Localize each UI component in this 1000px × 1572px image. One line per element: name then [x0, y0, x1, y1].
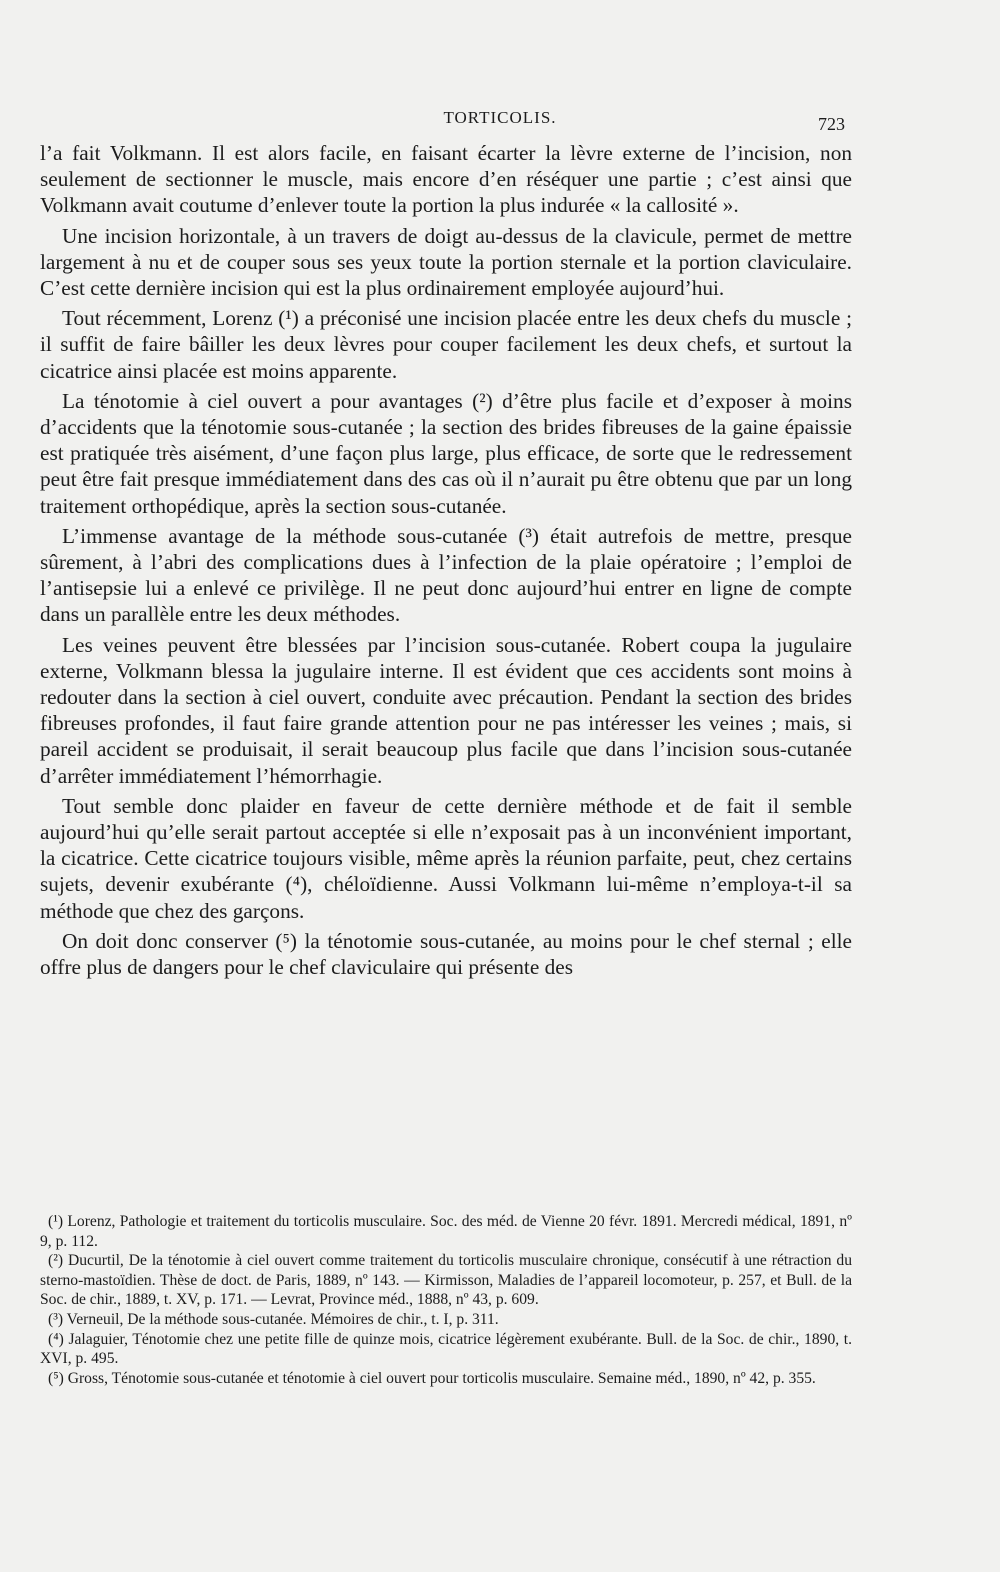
page-number: 723 [818, 114, 845, 134]
footnotes [40, 1212, 852, 1388]
paragraph: l’a fait Volkmann. Il est alors facile, en faisant écarter la lèvre externe de l’incision, non seulement de sectionner le muscle, mais encore d’en réséquer une partie ; c’est ainsi que Volkmann avait coutume d’enlever toute la portion la plus indurée « la callosité ». [40, 141, 852, 218]
paragraph: Tout récemment, Lorenz (¹) a préconisé une incision placée entre les deux chefs du muscle ; il suffit de faire bâiller les deux lèvres pour couper facilement les deux chefs, et surtout la cicatrice ainsi placée est moins apparente. [40, 306, 852, 383]
running-title: TORTICOLIS. [443, 108, 557, 127]
paragraph: La ténotomie à ciel ouvert a pour avantages (²) d’être plus facile et d’exposer à moins d’accidents que la ténotomie sous-cutanée ; la section des brides fibreuses de la gaine épaissie est pratiquée très aisément, d’une façon plus large, plus efficace, de sorte que le redressement peut être fait presque immédiatement dans des cas où il n’aurait pu être obtenu que par un long traitement orthopédique, après la section sous-cutanée. [40, 388, 852, 518]
footnote: (⁵) Gross, Ténotomie sous-cutanée et ténotomie à ciel ouvert pour torticolis musculaire. Semaine méd., 1890, nº 42, p. 355. [48, 1369, 816, 1387]
footnote: (²) Ducurtil, De la ténotomie à ciel ouvert comme traitement du torticolis musculaire chronique, consécutif à une rétraction du sterno-mastoïdien. Thèse de doct. de Paris, 1889, nº 143. — Kirmisson, Maladies de l’appareil locomoteur, p. 257, et Bull. de la Soc. de chir., 1889, t. XV, p. 171. — Levrat, Province méd., 1888, nº 43, p. 609. [40, 1252, 852, 1309]
main-text [40, 140, 852, 980]
footnote: (¹) Lorenz, Pathologie et traitement du torticolis musculaire. Soc. des méd. de Vienne 20 févr. 1891. Mercredi médical, 1891, nº 9, p. 112. [40, 1213, 852, 1250]
paragraph: Les veines peuvent être blessées par l’incision sous-cutanée. Robert coupa la jugulaire externe, Volkmann blessa la jugulaire interne. Il est évident que ces accidents sont moins à redouter dans la section à ciel ouvert, conduite avec précaution. Pendant la section des brides fibreuses profondes, il faut faire grande attention pour ne pas intéresser les veines ; mais, si pareil accident se produisait, il serait beaucoup plus facile que dans l’incision sous-cutanée d’arrêter immédiatement l’hémorrhagie. [40, 632, 852, 788]
paragraph: On doit donc conserver (⁵) la ténotomie sous-cutanée, au moins pour le chef sternal ; elle offre plus de dangers pour le chef claviculaire qui présente des [40, 928, 852, 980]
footnote: (⁴) Jalaguier, Ténotomie chez une petite fille de quinze mois, cicatrice légèrement exubérante. Bull. de la Soc. de chir., 1890, t. XVI, p. 495. [40, 1330, 852, 1368]
footnote: (³) Verneuil, De la méthode sous-cutanée. Mémoires de chir., t. I, p. 311. [48, 1310, 499, 1328]
paragraph: Une incision horizontale, à un travers de doigt au-dessus de la clavicule, permet de mettre largement à nu et de couper sous ses yeux toute la portion sternale et la portion claviculaire. C’est cette dernière incision qui est la plus ordinairement employée aujourd’hui. [40, 223, 852, 301]
paragraph: Tout semble donc plaider en faveur de cette dernière méthode et de fait il semble aujourd’hui qu’elle serait partout acceptée si elle n’exposait pas à un inconvénient important, la cicatrice. Cette cicatrice toujours visible, même après la réunion parfaite, peut, chez certains sujets, devenir exubérante (⁴), chéloïdienne. Aussi Volkmann lui-même n’employa-t-il sa méthode que chez des garçons. [40, 793, 852, 923]
paragraph: L’immense avantage de la méthode sous-cutanée (³) était autrefois de mettre, presque sûrement, à l’abri des complications dues à l’infection de la plaie opératoire ; l’emploi de l’antisepsie lui a enlevé ce privilège. Il ne peut donc aujourd’hui entrer en ligne de compte dans un parallèle entre les deux méthodes. [40, 523, 852, 627]
